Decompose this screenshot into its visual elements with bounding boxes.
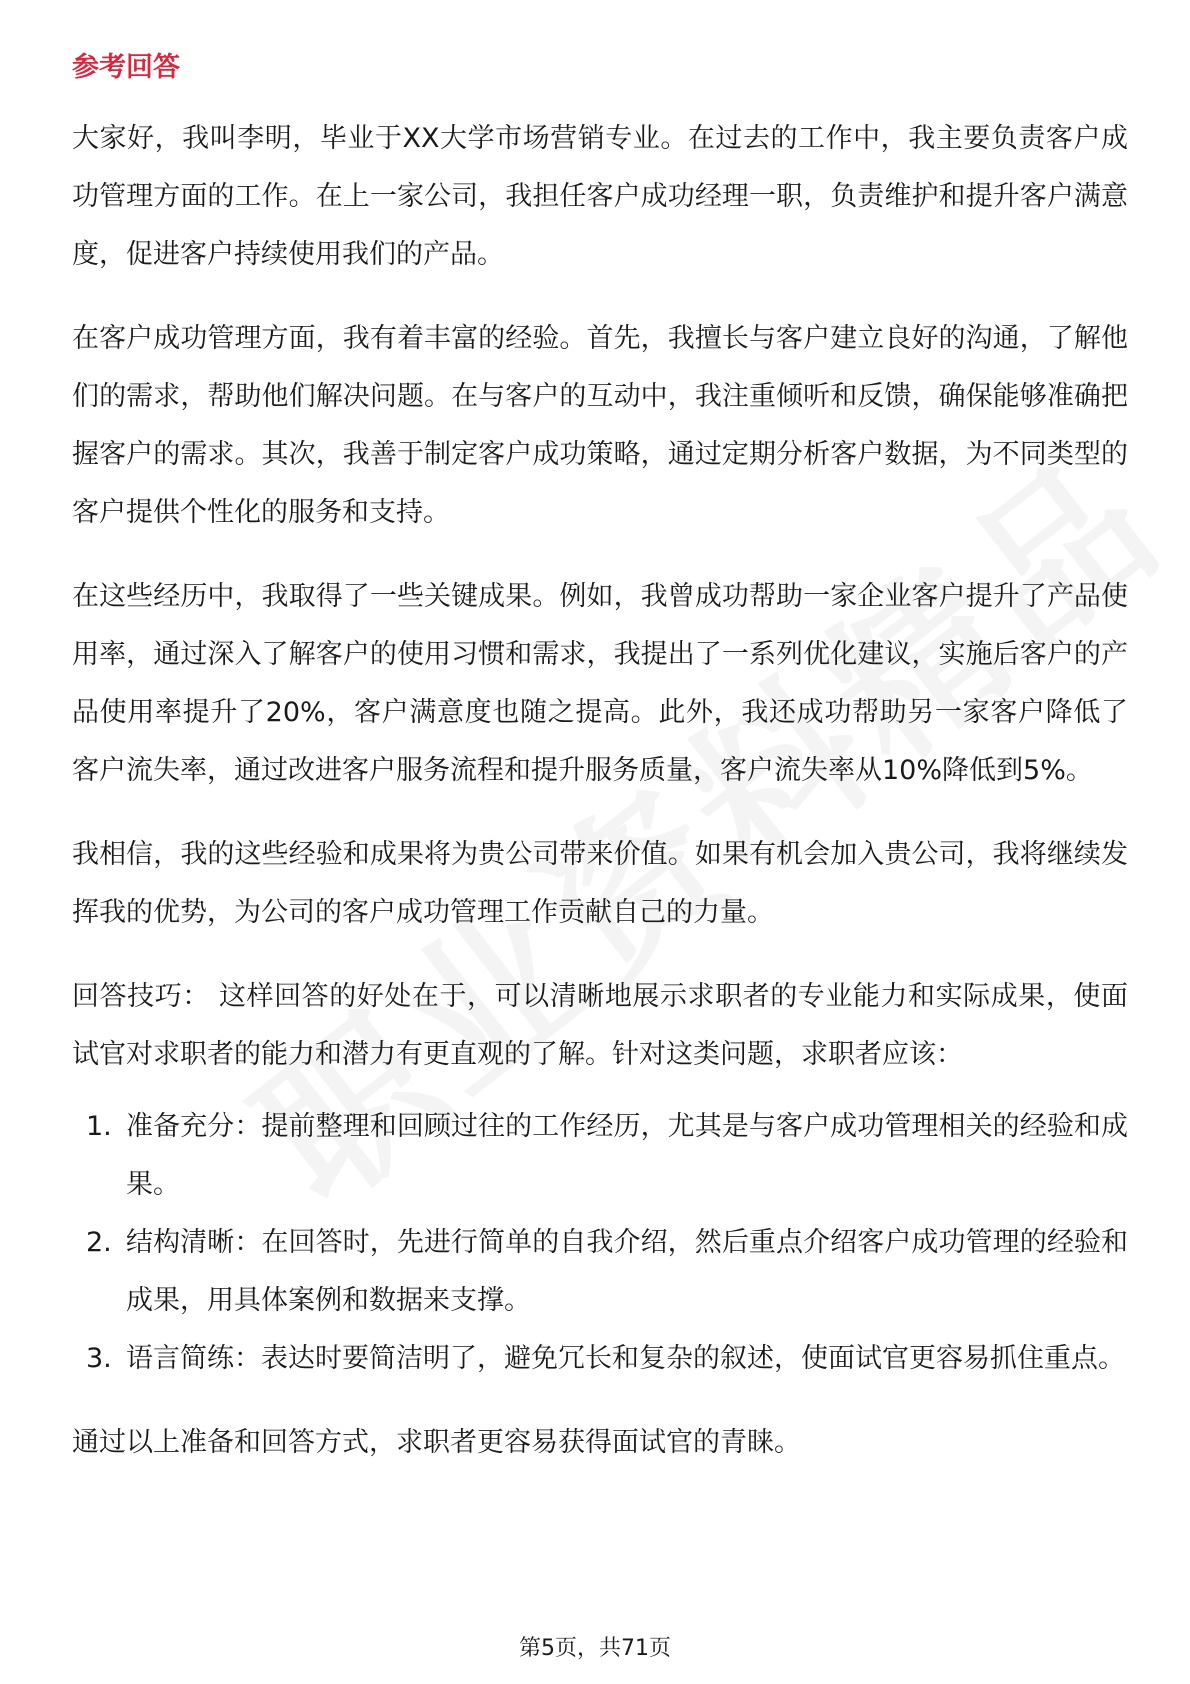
closing-paragraph: 通过以上准备和回答方式，求职者更容易获得面试官的青睐。 — [72, 1427, 801, 1458]
tip-text: 结构清晰：在回答时，先进行简单的自我介绍，然后重点介绍客户成功管理的经验和成果，用具体案例和数据来支撑。 — [126, 1227, 1128, 1316]
tip-number: 2. — [86, 1227, 112, 1258]
content — [72, 48, 1128, 1498]
tips-list — [72, 1098, 1128, 1388]
tip-number: 1. — [86, 1111, 112, 1142]
answer-paragraph-4: 我相信，我的这些经验和成果将为贵公司带来价值。如果有机会加入贵公司，我将继续发挥我的优势，为公司的客户成功管理工作贡献自己的力量。 — [72, 839, 1128, 928]
tip-item — [72, 1098, 1128, 1214]
page-number: 第5页，共71页 — [519, 1636, 671, 1661]
section-heading: 参考回答 — [72, 52, 180, 83]
answer-paragraph-3: 在这些经历中，我取得了一些关键成果。例如，我曾成功帮助一家企业客户提升了产品使用率，通过深入了解客户的使用习惯和需求，我提出了一系列优化建议，实施后客户的产品使用率提升了20%，客户满意度也随之提高。此外，我还成功帮助另一家客户降低了客户流失率，通过改进客户服务流程和提升服务质量，客户流失率从10%降低到5%。 — [72, 581, 1128, 786]
tip-item — [72, 1214, 1128, 1330]
answer-paragraph-2: 在客户成功管理方面，我有着丰富的经验。首先，我擅长与客户建立良好的沟通，了解他们的需求，帮助他们解决问题。在与客户的互动中，我注重倾听和反馈，确保能够准确把握客户的需求。其次，我善于制定客户成功策略，通过定期分析客户数据，为不同类型的客户提供个性化的服务和支持。 — [72, 323, 1128, 528]
answer-paragraph-1: 大家好，我叫李明，毕业于XX大学市场营销专业。在过去的工作中，我主要负责客户成功管理方面的工作。在上一家公司，我担任客户成功经理一职，负责维护和提升客户满意度，促进客户持续使用我们的产品。 — [72, 123, 1128, 270]
tip-item — [72, 1330, 1128, 1388]
tips-intro: 回答技巧： 这样回答的好处在于，可以清晰地展示求职者的专业能力和实际成果，使面试官对求职者的能力和潜力有更直观的了解。针对这类问题，求职者应该： — [72, 981, 1128, 1070]
tip-text: 语言简练：表达时要简洁明了，避免冗长和复杂的叙述，使面试官更容易抓住重点。 — [126, 1343, 1125, 1374]
tip-number: 3. — [86, 1343, 112, 1374]
tip-text: 准备充分：提前整理和回顾过往的工作经历，尤其是与客户成功管理相关的经验和成果。 — [126, 1111, 1128, 1200]
